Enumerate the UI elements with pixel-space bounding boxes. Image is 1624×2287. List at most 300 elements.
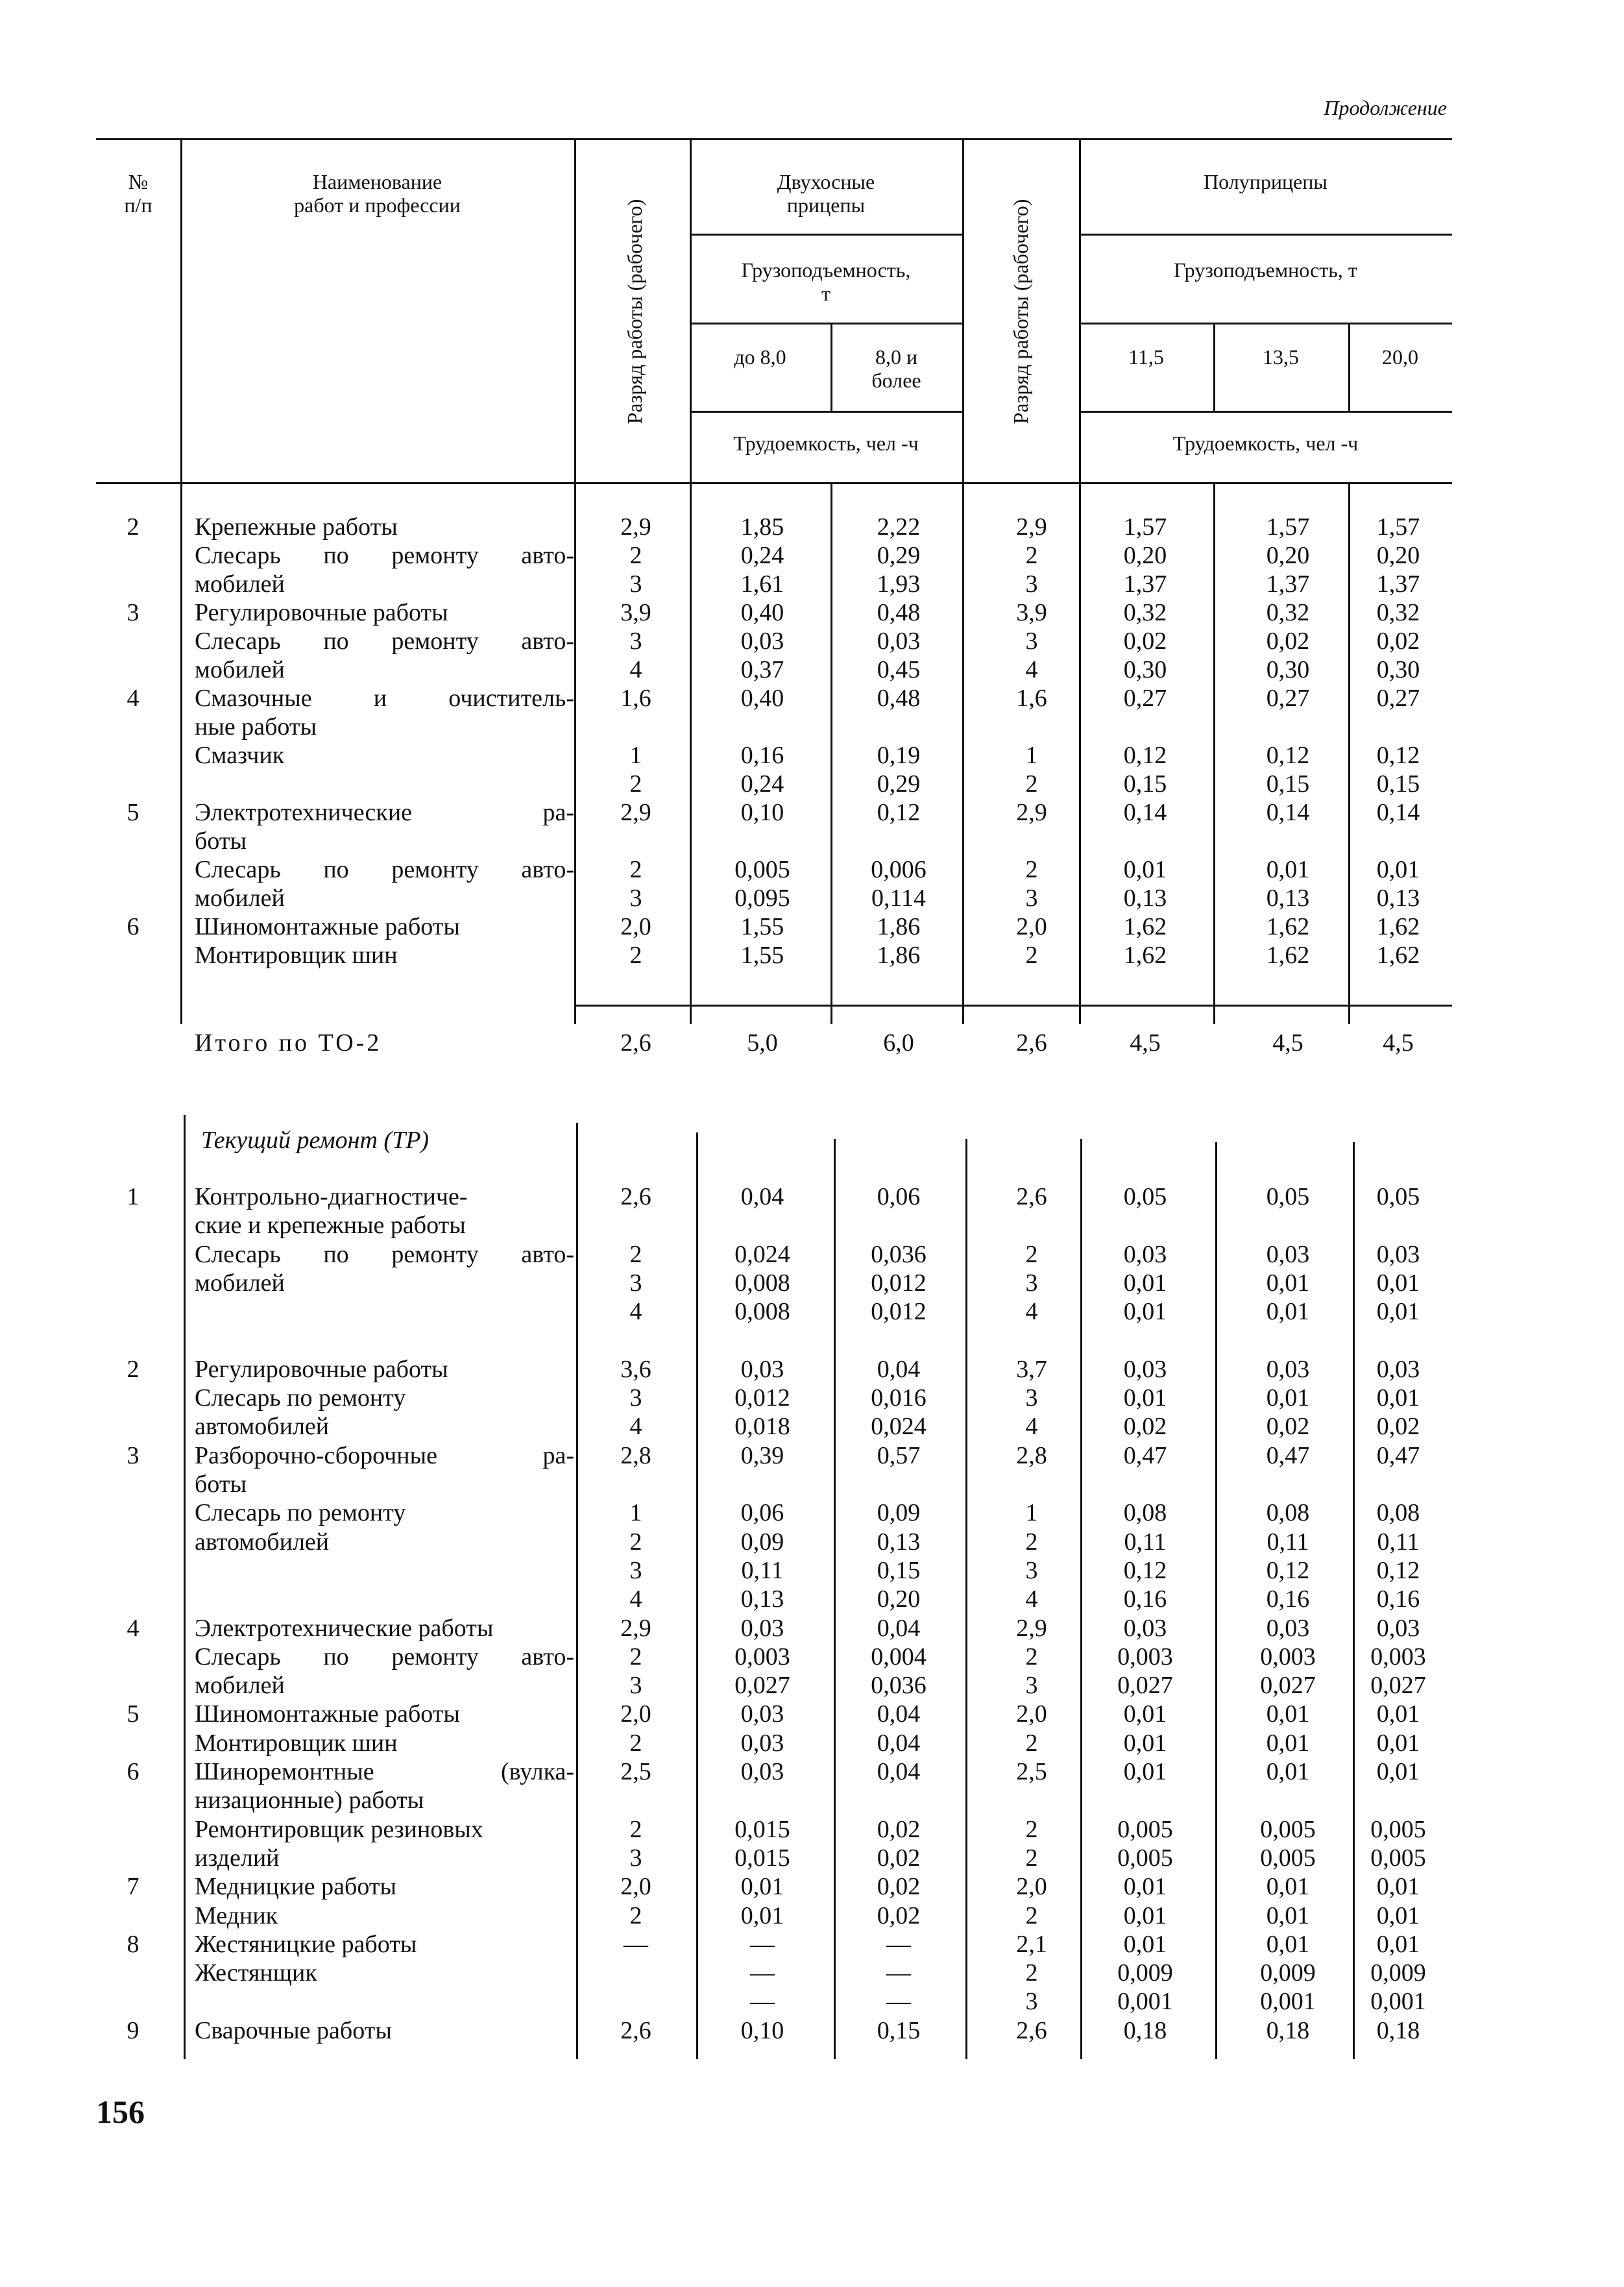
header-cap-1: 11,5 <box>1128 345 1164 369</box>
table-row <box>0 1470 1624 1498</box>
labor-to8: 0,024 <box>734 1240 790 1268</box>
labor-to8: 0,01 <box>740 1902 784 1929</box>
work-name: Монтировщик шин <box>195 942 398 969</box>
header-num: № п/п <box>124 170 152 217</box>
table-row <box>0 1355 1624 1384</box>
labor-20-0: 0,05 <box>1376 1183 1420 1210</box>
labor-13-5: 0,30 <box>1266 656 1310 683</box>
labor-over8: 0,04 <box>877 1700 921 1728</box>
labor-11-5: 0,005 <box>1117 1815 1173 1843</box>
table-row <box>0 541 1624 570</box>
table-row <box>0 1930 1624 1959</box>
grade-dual: 2 <box>629 1240 642 1268</box>
grade-dual: 3 <box>629 1556 642 1584</box>
header-rule-dual-2 <box>690 323 962 324</box>
grade-semi: 2 <box>1025 1643 1038 1670</box>
grade-dual: 1,6 <box>620 685 651 712</box>
labor-11-5: 0,13 <box>1123 885 1167 912</box>
grade-semi: 2 <box>1025 1729 1038 1757</box>
labor-20-0: 0,32 <box>1376 599 1420 626</box>
table-row <box>0 1872 1624 1901</box>
grade-dual: 4 <box>629 1413 642 1441</box>
table-row <box>0 1671 1624 1700</box>
table-row <box>0 570 1624 598</box>
labor-20-0: 1,62 <box>1376 913 1420 940</box>
grade-dual: 3 <box>629 628 642 655</box>
grade-semi: 1,6 <box>1016 685 1047 712</box>
labor-13-5: 0,15 <box>1266 770 1310 798</box>
table-row <box>0 770 1624 798</box>
labor-to8: 0,015 <box>734 1844 790 1872</box>
labor-13-5: 0,08 <box>1266 1499 1310 1527</box>
labor-11-5: 0,12 <box>1123 742 1167 769</box>
labor-13-5: 0,32 <box>1266 599 1310 626</box>
labor-over8: 1,86 <box>877 913 921 940</box>
labor-11-5: 0,009 <box>1117 1959 1173 1987</box>
grade-semi: 4 <box>1025 1413 1038 1441</box>
grade-dual: 2,0 <box>620 1873 651 1901</box>
total-over8: 6,0 <box>883 1029 914 1057</box>
labor-over8: 0,03 <box>877 628 921 655</box>
labor-to8: 0,018 <box>734 1413 790 1441</box>
table-row <box>0 1757 1624 1786</box>
labor-20-0: 0,03 <box>1376 1355 1420 1383</box>
table-row <box>0 1498 1624 1527</box>
labor-13-5: 0,01 <box>1266 1700 1310 1728</box>
labor-over8: — <box>886 1930 911 1958</box>
labor-to8: 0,13 <box>740 1585 784 1613</box>
work-name: Разборочно-сборочные ра- <box>195 1441 574 1469</box>
labor-to8: 1,85 <box>740 513 784 541</box>
labor-to8: — <box>750 1959 775 1987</box>
labor-20-0: 0,30 <box>1376 656 1420 683</box>
header-semitrailers: Полуприцепы <box>1204 170 1327 193</box>
grade-semi: 3 <box>1025 1556 1038 1584</box>
labor-to8: 0,06 <box>740 1499 784 1527</box>
labor-13-5: 0,47 <box>1266 1441 1310 1469</box>
labor-to8: 0,03 <box>740 628 784 655</box>
labor-to8: 1,61 <box>740 570 784 598</box>
labor-11-5: 0,001 <box>1117 1988 1173 2016</box>
labor-11-5: 0,32 <box>1123 599 1167 626</box>
work-name: мобилей <box>195 1269 285 1297</box>
table-row <box>0 741 1624 770</box>
table-row <box>0 1182 1624 1211</box>
grade-dual: — <box>624 1930 648 1958</box>
table-row <box>0 1240 1624 1269</box>
work-name: боты <box>195 1471 247 1498</box>
work-name: Медник <box>195 1902 278 1929</box>
labor-13-5: 0,14 <box>1266 799 1310 826</box>
table-row <box>0 912 1624 941</box>
work-name: мобилей <box>195 656 285 683</box>
labor-11-5: 0,47 <box>1123 1441 1167 1469</box>
labor-over8: 0,04 <box>877 1758 921 1785</box>
table-row <box>0 1844 1624 1872</box>
row-number: 5 <box>127 1700 139 1728</box>
grade-dual: 3 <box>629 885 642 912</box>
grade-dual: 2,9 <box>620 799 651 826</box>
labor-11-5: 0,20 <box>1123 542 1167 569</box>
work-name: Слесарь по ремонту авто- <box>195 856 574 883</box>
labor-13-5: 0,01 <box>1266 1729 1310 1757</box>
grade-dual: 2 <box>629 1902 642 1929</box>
header-rule-semi-3 <box>1079 411 1452 413</box>
work-name: изделий <box>195 1844 280 1872</box>
labor-to8: 0,012 <box>734 1384 790 1412</box>
table-row <box>0 627 1624 655</box>
section-title-tr: Текущий ремонт (ТР) <box>201 1127 430 1154</box>
header-bottom-rule <box>96 482 1452 484</box>
labor-11-5: 0,01 <box>1123 1700 1167 1728</box>
grade-dual: 2 <box>629 1528 642 1556</box>
labor-11-5: 0,11 <box>1124 1528 1167 1556</box>
labor-to8: 0,03 <box>740 1700 784 1728</box>
work-name: Слесарь по ремонту авто- <box>195 542 574 569</box>
grade-dual: 3 <box>629 1844 642 1872</box>
table-row <box>0 1585 1624 1613</box>
work-name: Слесарь по ремонту авто- <box>195 1643 574 1670</box>
header-rule-dual-3 <box>690 411 962 413</box>
labor-11-5: 0,01 <box>1123 1758 1167 1785</box>
table-row <box>0 1902 1624 1930</box>
labor-13-5: 0,05 <box>1266 1183 1310 1210</box>
grade-dual: 2 <box>629 1643 642 1670</box>
labor-to8: 0,095 <box>734 885 790 912</box>
labor-20-0: 0,005 <box>1370 1844 1426 1872</box>
labor-20-0: 0,01 <box>1376 856 1420 883</box>
work-name: автомобилей <box>195 1528 330 1556</box>
labor-to8: 1,55 <box>740 913 784 940</box>
grade-dual: 3 <box>629 1672 642 1700</box>
labor-13-5: 0,01 <box>1266 1758 1310 1785</box>
work-name: боты <box>195 827 247 855</box>
labor-13-5: 0,003 <box>1260 1643 1316 1670</box>
row-number: 2 <box>127 513 139 541</box>
work-name: Медницкие работы <box>195 1873 396 1901</box>
labor-20-0: 0,20 <box>1376 542 1420 569</box>
grade-semi: 2,8 <box>1016 1441 1047 1469</box>
labor-over8: 0,02 <box>877 1873 921 1901</box>
table-row <box>0 1643 1624 1671</box>
labor-11-5: 0,01 <box>1123 1269 1167 1297</box>
labor-13-5: 1,62 <box>1266 942 1310 969</box>
grade-dual: 1 <box>629 1499 642 1527</box>
grade-semi: 2,1 <box>1016 1930 1047 1958</box>
work-name: Смазчик <box>195 742 285 769</box>
labor-to8: 0,16 <box>740 742 784 769</box>
grade-dual: 1 <box>629 742 642 769</box>
table-row <box>0 713 1624 741</box>
labor-to8: 0,09 <box>740 1528 784 1556</box>
total-label: Итого по ТО-2 <box>195 1029 382 1057</box>
table-row <box>0 884 1624 912</box>
row-number: 7 <box>127 1873 139 1901</box>
grade-semi: 2 <box>1025 1240 1038 1268</box>
labor-11-5: 0,18 <box>1123 2016 1167 2044</box>
labor-13-5: 0,12 <box>1266 1556 1310 1584</box>
grade-dual: 2 <box>629 856 642 883</box>
grade-dual: 2,6 <box>620 1183 651 1210</box>
table-row <box>0 1959 1624 1987</box>
row-number: 8 <box>127 1930 139 1958</box>
labor-13-5: 0,13 <box>1266 885 1310 912</box>
work-name: Слесарь по ремонту авто- <box>195 1240 574 1268</box>
table-row <box>0 798 1624 827</box>
header-capacity-dual: Грузоподъемность, т <box>741 258 911 305</box>
labor-over8: 0,012 <box>871 1298 927 1326</box>
labor-20-0: 1,62 <box>1376 942 1420 969</box>
labor-20-0: 0,13 <box>1376 885 1420 912</box>
table-row <box>0 684 1624 713</box>
labor-20-0: 0,16 <box>1376 1585 1420 1613</box>
labor-over8: 0,114 <box>871 885 927 912</box>
labor-to8: 0,40 <box>740 685 784 712</box>
total-13-5: 4,5 <box>1272 1029 1303 1057</box>
grade-semi: 2 <box>1025 942 1038 969</box>
total-rule <box>574 1005 1452 1007</box>
grade-semi: 2 <box>1025 1528 1038 1556</box>
labor-11-5: 0,01 <box>1123 1902 1167 1929</box>
header-labor-dual: Трудоемкость, чел -ч <box>733 432 919 455</box>
labor-13-5: 1,37 <box>1266 570 1310 598</box>
labor-11-5: 0,01 <box>1123 856 1167 883</box>
header-rule-semi-2 <box>1079 323 1452 324</box>
labor-over8: 0,036 <box>871 1672 927 1700</box>
labor-20-0: 0,02 <box>1376 628 1420 655</box>
labor-13-5: 0,009 <box>1260 1959 1316 1987</box>
header-capacity-semi: Грузоподъемность, т <box>1174 258 1357 282</box>
labor-13-5: 0,027 <box>1260 1672 1316 1700</box>
labor-13-5: 0,02 <box>1266 1413 1310 1441</box>
labor-11-5: 1,37 <box>1123 570 1167 598</box>
header-over8: 8,0 и более <box>871 345 921 392</box>
work-name: Крепежные работы <box>195 513 398 541</box>
row-number: 1 <box>127 1183 139 1210</box>
table-row <box>0 1556 1624 1585</box>
labor-20-0: 0,08 <box>1376 1499 1420 1527</box>
labor-13-5: 0,01 <box>1266 1269 1310 1297</box>
labor-11-5: 1,62 <box>1123 913 1167 940</box>
grade-semi: 2 <box>1025 856 1038 883</box>
grade-semi: 4 <box>1025 1298 1038 1326</box>
labor-over8: 0,29 <box>877 542 921 569</box>
labor-20-0: 0,03 <box>1376 1614 1420 1642</box>
labor-11-5: 1,57 <box>1123 513 1167 541</box>
header-cap-2: 13,5 <box>1263 345 1299 369</box>
labor-13-5: 1,62 <box>1266 913 1310 940</box>
row-number: 6 <box>127 913 139 940</box>
labor-13-5: 0,16 <box>1266 1585 1310 1613</box>
grade-semi: 2,0 <box>1016 913 1047 940</box>
work-name: мобилей <box>195 1672 285 1700</box>
labor-to8: 0,003 <box>734 1643 790 1670</box>
labor-13-5: 0,03 <box>1266 1240 1310 1268</box>
labor-to8: 0,015 <box>734 1815 790 1843</box>
work-name: автомобилей <box>195 1413 330 1441</box>
labor-20-0: 0,001 <box>1370 1988 1426 2016</box>
row-number: 4 <box>127 1614 139 1642</box>
total-row <box>0 1029 1624 1057</box>
grade-semi: 2,5 <box>1016 1758 1047 1785</box>
work-name: Слесарь по ремонту <box>195 1384 406 1412</box>
labor-13-5: 0,01 <box>1266 1298 1310 1326</box>
labor-11-5: 0,027 <box>1117 1672 1173 1700</box>
grade-semi: 2 <box>1025 770 1038 798</box>
table-row <box>0 2016 1624 2045</box>
header-top-rule <box>96 138 1452 140</box>
labor-to8: 0,03 <box>740 1758 784 1785</box>
grade-dual: 2,9 <box>620 1614 651 1642</box>
grade-semi: 4 <box>1025 656 1038 683</box>
labor-over8: 0,19 <box>877 742 921 769</box>
grade-semi: 2 <box>1025 1959 1038 1987</box>
work-name: мобилей <box>195 885 285 912</box>
labor-to8: 0,24 <box>740 770 784 798</box>
grade-semi: 2 <box>1025 1902 1038 1929</box>
labor-11-5: 1,62 <box>1123 942 1167 969</box>
labor-over8: 0,45 <box>877 656 921 683</box>
grade-dual: 4 <box>629 656 642 683</box>
grade-dual: 2 <box>629 942 642 969</box>
grade-semi: 3 <box>1025 1672 1038 1700</box>
header-col-sep-5 <box>962 138 964 482</box>
labor-20-0: 0,005 <box>1370 1815 1426 1843</box>
labor-over8: 0,48 <box>877 599 921 626</box>
labor-20-0: 0,18 <box>1376 2016 1420 2044</box>
labor-13-5: 0,005 <box>1260 1815 1316 1843</box>
labor-over8: 0,29 <box>877 770 921 798</box>
labor-13-5: 0,01 <box>1266 1902 1310 1929</box>
grade-semi: 2,9 <box>1016 799 1047 826</box>
labor-over8: 0,12 <box>877 799 921 826</box>
labor-13-5: 0,01 <box>1266 1930 1310 1958</box>
total-grade-dual: 2,6 <box>620 1029 651 1057</box>
table-row <box>0 1815 1624 1844</box>
header-to8: до 8,0 <box>734 345 786 369</box>
work-name: Регулировочные работы <box>195 599 448 626</box>
work-name: Сварочные работы <box>195 2016 392 2044</box>
work-name: Контрольно-диагностиче- <box>195 1183 468 1210</box>
labor-over8: 1,93 <box>877 570 921 598</box>
total-grade-semi: 2,6 <box>1016 1029 1047 1057</box>
grade-dual: 4 <box>629 1585 642 1613</box>
grade-dual: 2 <box>629 770 642 798</box>
labor-11-5: 0,03 <box>1123 1355 1167 1383</box>
labor-11-5: 0,02 <box>1123 628 1167 655</box>
labor-over8: 0,20 <box>877 1585 921 1613</box>
labor-over8: 0,13 <box>877 1528 921 1556</box>
labor-to8: 1,55 <box>740 942 784 969</box>
table-row <box>0 1729 1624 1757</box>
labor-13-5: 1,57 <box>1266 513 1310 541</box>
table-row <box>0 1384 1624 1412</box>
labor-20-0: 0,14 <box>1376 799 1420 826</box>
labor-over8: 0,04 <box>877 1729 921 1757</box>
labor-13-5: 0,12 <box>1266 742 1310 769</box>
labor-to8: 0,005 <box>734 856 790 883</box>
labor-13-5: 0,001 <box>1260 1988 1316 2016</box>
labor-20-0: 0,027 <box>1370 1672 1426 1700</box>
total-20-0: 4,5 <box>1383 1029 1414 1057</box>
labor-to8: 0,008 <box>734 1269 790 1297</box>
labor-11-5: 0,01 <box>1123 1873 1167 1901</box>
labor-20-0: 0,12 <box>1376 1556 1420 1584</box>
labor-20-0: 1,57 <box>1376 513 1420 541</box>
labor-over8: 0,06 <box>877 1183 921 1210</box>
grade-semi: 3 <box>1025 570 1038 598</box>
header-rule-dual-1 <box>690 234 962 236</box>
work-name: Шиноремонтные (вулка- <box>195 1758 574 1785</box>
grade-semi: 1 <box>1025 1499 1038 1527</box>
table-row <box>0 513 1624 541</box>
grade-semi: 2 <box>1025 542 1038 569</box>
row-number: 6 <box>127 1758 139 1785</box>
grade-semi: 2,6 <box>1016 1183 1047 1210</box>
labor-20-0: 0,009 <box>1370 1959 1426 1987</box>
labor-to8: 0,10 <box>740 2016 784 2044</box>
labor-to8: 0,03 <box>740 1355 784 1383</box>
labor-to8: 0,24 <box>740 542 784 569</box>
labor-20-0: 0,01 <box>1376 1700 1420 1728</box>
labor-over8: 1,86 <box>877 942 921 969</box>
table-row <box>0 1528 1624 1556</box>
table-row <box>0 1786 1624 1815</box>
labor-11-5: 0,30 <box>1123 656 1167 683</box>
work-name: Электротехнические ра- <box>195 799 574 826</box>
row-number: 5 <box>127 799 139 826</box>
table-row <box>0 1269 1624 1297</box>
labor-11-5: 0,03 <box>1123 1240 1167 1268</box>
labor-over8: 0,15 <box>877 1556 921 1584</box>
table-row <box>0 1614 1624 1643</box>
header-trailers: Двухосные прицепы <box>777 170 875 217</box>
work-name: Шиномонтажные работы <box>195 913 460 940</box>
work-name: Ремонтировщик резиновых <box>195 1815 483 1843</box>
labor-over8: 0,016 <box>871 1384 927 1412</box>
grade-semi: 2,0 <box>1016 1873 1047 1901</box>
grade-dual: 2 <box>629 1729 642 1757</box>
labor-20-0: 0,27 <box>1376 685 1420 712</box>
labor-to8: — <box>750 1988 775 2016</box>
grade-semi: 2 <box>1025 1815 1038 1843</box>
labor-to8: 0,37 <box>740 656 784 683</box>
row-number: 3 <box>127 599 139 626</box>
table-row <box>0 1987 1624 2016</box>
row-number: 2 <box>127 1355 139 1383</box>
labor-over8: 0,004 <box>871 1643 927 1670</box>
grade-semi: 2,0 <box>1016 1700 1047 1728</box>
grade-semi: 3 <box>1025 1269 1038 1297</box>
grade-semi: 3 <box>1025 628 1038 655</box>
labor-20-0: 0,01 <box>1376 1269 1420 1297</box>
labor-to8: 0,04 <box>740 1183 784 1210</box>
labor-20-0: 0,01 <box>1376 1384 1420 1412</box>
labor-to8: 0,008 <box>734 1298 790 1326</box>
labor-over8: 0,04 <box>877 1355 921 1383</box>
table-row <box>0 655 1624 684</box>
labor-20-0: 0,01 <box>1376 1758 1420 1785</box>
grade-semi: 2,9 <box>1016 513 1047 541</box>
labor-11-5: 0,003 <box>1117 1643 1173 1670</box>
labor-over8: 0,024 <box>871 1413 927 1441</box>
grade-dual: 2 <box>629 542 642 569</box>
labor-20-0: 0,03 <box>1376 1240 1420 1268</box>
grade-dual: 3,6 <box>620 1355 651 1383</box>
labor-to8: 0,39 <box>740 1441 784 1469</box>
grade-dual: 3,9 <box>620 599 651 626</box>
total-11-5: 4,5 <box>1130 1029 1161 1057</box>
